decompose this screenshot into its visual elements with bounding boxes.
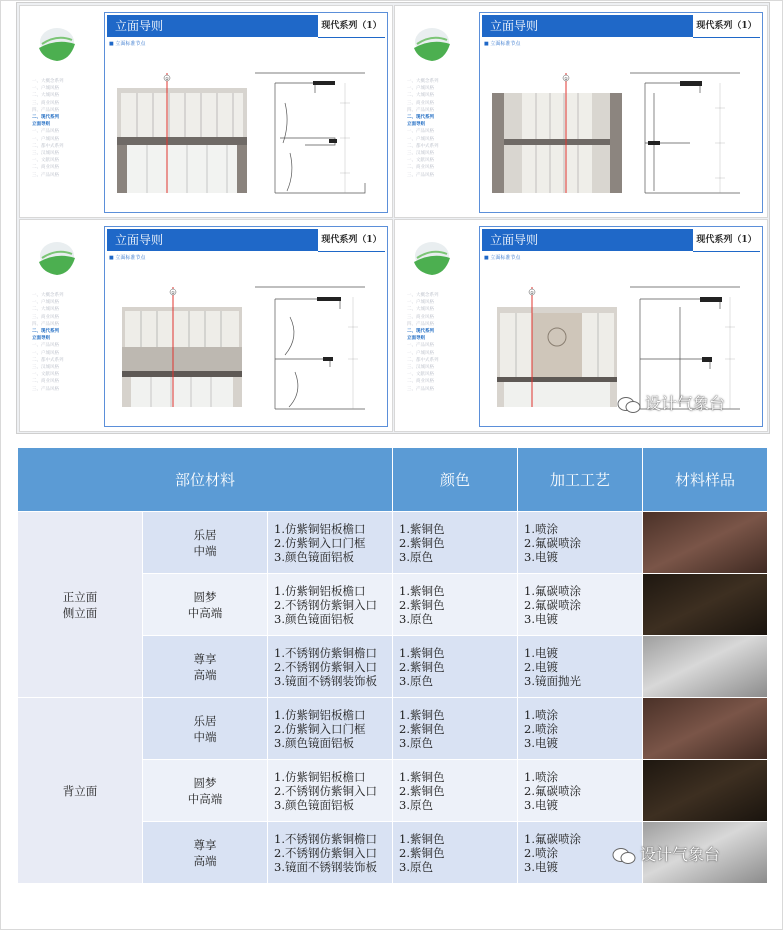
nav-item-active[interactable]: 二、现代系列	[32, 329, 59, 335]
elevation-drawing	[117, 73, 247, 193]
parts-cell	[268, 574, 393, 636]
sample-cell	[643, 760, 768, 822]
tier-cell	[143, 636, 268, 698]
tier-text: 尊享 高端	[193, 837, 217, 868]
copper-sample-image	[643, 512, 767, 573]
color-cell	[393, 512, 518, 574]
process-cell	[518, 698, 643, 760]
slide-title: 立面导则	[107, 229, 318, 251]
nav-item[interactable]: 二、大城风格	[32, 93, 59, 99]
nav-item[interactable]: 四、产品风格	[32, 321, 59, 327]
nav-item[interactable]: 三、产品风格	[407, 172, 434, 178]
slide-series: 现代系列（1）	[693, 15, 760, 38]
slide-subtitle-text: 立面标准节点	[115, 255, 146, 261]
slide-nav	[32, 292, 106, 393]
slide-subtitle: ■ 立面标准节点	[109, 255, 146, 261]
slide-subtitle: ■ 立面标准节点	[484, 255, 521, 261]
nav-item[interactable]: 二、大城风格	[407, 93, 434, 99]
nav-item[interactable]: 一、文献风格	[407, 372, 434, 378]
nav-item[interactable]: 三、汉城风格	[407, 365, 434, 371]
nav-item[interactable]: 二、都中式系列	[407, 143, 439, 149]
nav-item[interactable]: 二、商业风格	[407, 165, 434, 171]
parts-cell	[268, 760, 393, 822]
header-parts: 部位材料	[18, 448, 393, 512]
color-text: 1.紫铜色 2.紫铜色 3.原色	[399, 831, 445, 874]
nav-item-active[interactable]: 立面导则	[32, 336, 50, 342]
parts-text: 1.不锈钢仿紫铜檐口 2.不锈钢仿紫铜入口 3.镜面不锈钢装饰板	[274, 645, 377, 688]
slide-subtitle: ■ 立面标准节点	[484, 41, 521, 47]
slide-nav	[407, 78, 481, 179]
wechat-icon	[617, 396, 641, 414]
process-text: 1.氟碳喷涂 2.喷涂 3.电镀	[524, 831, 581, 874]
header-sample: 材料样品	[643, 448, 768, 512]
nav-item[interactable]: 一、户城风格	[407, 86, 434, 92]
color-cell	[393, 636, 518, 698]
tier-text: 圆梦 中高端	[187, 589, 223, 620]
nav-item[interactable]: 四、产品风格	[32, 107, 59, 113]
nav-item[interactable]: 一、大概念系列	[407, 293, 439, 298]
process-text: 1.喷涂 2.氟碳喷涂 3.电镀	[524, 521, 581, 564]
nav-item[interactable]: 一、文献风格	[407, 158, 434, 164]
nav-item[interactable]: 一、产品风格	[407, 343, 434, 349]
slide-panel	[479, 12, 763, 213]
nav-item[interactable]: 三、商业风格	[407, 314, 434, 320]
process-cell	[518, 636, 643, 698]
section-drawing	[245, 277, 375, 415]
nav-item[interactable]: 二、都中式系列	[32, 143, 64, 149]
parts-text: 1.仿紫铜铝板檐口 2.不锈钢仿紫铜入口 3.颜色镜面铝板	[274, 769, 377, 812]
steel-sample-image	[643, 636, 767, 697]
group-label-text: 背立面	[62, 783, 98, 798]
color-cell	[393, 698, 518, 760]
nav-item-active[interactable]: 二、现代系列	[407, 329, 434, 335]
header-color: 颜色	[393, 448, 518, 512]
nav-item[interactable]: 一、产品风格	[32, 129, 59, 135]
nav-item[interactable]: 一、文献风格	[32, 372, 59, 378]
materials-table	[17, 447, 768, 884]
tier-text: 尊享 高端	[193, 651, 217, 682]
bronze-sample-image	[643, 760, 767, 821]
nav-item[interactable]: 二、商业风格	[407, 379, 434, 385]
slide-nav	[32, 78, 106, 179]
color-text: 1.紫铜色 2.紫铜色 3.原色	[399, 707, 445, 750]
tier-cell	[143, 760, 268, 822]
nav-item[interactable]: 一、大概念系列	[407, 79, 439, 84]
axis-label: ①	[165, 76, 169, 81]
nav-item-active[interactable]: 二、现代系列	[407, 115, 434, 121]
parts-text: 1.仿紫铜铝板檐口 2.不锈钢仿紫铜入口 3.颜色镜面铝板	[274, 583, 377, 626]
parts-cell	[268, 512, 393, 574]
nav-item[interactable]: 四、产品风格	[407, 107, 434, 113]
nav-item[interactable]: 二、大城风格	[407, 307, 434, 313]
color-cell	[393, 822, 518, 884]
process-text: 1.喷涂 2.氟碳喷涂 3.电镀	[524, 769, 581, 812]
nav-item[interactable]: 二、大城风格	[32, 307, 59, 313]
slide-series: 现代系列（1）	[318, 15, 385, 38]
tier-text: 乐居 中端	[193, 713, 217, 744]
nav-item-active[interactable]: 立面导则	[407, 336, 425, 342]
slide-subtitle-text: 立面标准节点	[115, 41, 146, 47]
table-row	[18, 512, 768, 574]
slide-2	[394, 5, 768, 218]
color-text: 1.紫铜色 2.紫铜色 3.原色	[399, 769, 445, 812]
nav-item[interactable]: 一、文献风格	[32, 158, 59, 164]
parts-cell	[268, 636, 393, 698]
logo-icon	[409, 240, 455, 278]
axis-label: ①	[564, 76, 568, 81]
color-text: 1.紫铜色 2.紫铜色 3.原色	[399, 645, 445, 688]
slides-grid	[16, 2, 770, 434]
nav-item[interactable]: 一、产品风格	[407, 129, 434, 135]
parts-cell	[268, 822, 393, 884]
nav-item[interactable]: 一、户城风格	[407, 350, 434, 356]
watermark	[612, 842, 720, 865]
slide-title: 立面导则	[482, 15, 693, 37]
slide-series: 现代系列（1）	[318, 229, 385, 252]
nav-item[interactable]: 一、户城风格	[407, 300, 434, 306]
nav-item[interactable]: 四、产品风格	[407, 321, 434, 327]
process-text: 1.电镀 2.电镀 3.镜面抛光	[524, 645, 581, 688]
nav-item[interactable]: 一、户城风格	[32, 136, 59, 142]
nav-item[interactable]: 三、汉城风格	[407, 151, 434, 157]
slide-1	[19, 5, 393, 218]
axis-label: ①	[171, 290, 175, 295]
watermark	[617, 391, 725, 414]
watermark-text: 设计气象台	[645, 394, 726, 413]
axis-label: ①	[530, 290, 534, 295]
parts-text: 1.仿紫铜铝板檐口 2.仿紫铜入口门框 3.颜色镜面铝板	[274, 707, 366, 750]
tier-cell	[143, 822, 268, 884]
elevation-drawing	[492, 73, 622, 193]
parts-text: 1.不锈钢仿紫铜檐口 2.不锈钢仿紫铜入口 3.镜面不锈钢装饰板	[274, 831, 377, 874]
section-drawing	[245, 63, 375, 201]
sample-cell	[643, 574, 768, 636]
nav-item[interactable]: 一、户城风格	[32, 86, 59, 92]
nav-item-active[interactable]: 二、现代系列	[32, 115, 59, 121]
slide-title: 立面导则	[107, 15, 318, 37]
section-drawing	[620, 63, 750, 201]
tier-text: 圆梦 中高端	[187, 775, 223, 806]
slide-series: 现代系列（1）	[693, 229, 760, 252]
sample-cell	[643, 512, 768, 574]
nav-item[interactable]: 一、户城风格	[32, 350, 59, 356]
parts-cell	[268, 698, 393, 760]
nav-item[interactable]: 三、商业风格	[32, 100, 59, 106]
nav-item-active[interactable]: 立面导则	[407, 122, 425, 128]
tier-text: 乐居 中端	[193, 527, 217, 558]
slide-3	[19, 219, 393, 432]
sample-cell	[643, 636, 768, 698]
parts-text: 1.仿紫铜铝板檐口 2.仿紫铜入口门框 3.颜色镜面铝板	[274, 521, 366, 564]
slide-title: 立面导则	[482, 229, 693, 251]
nav-item[interactable]: 三、产品风格	[407, 386, 434, 392]
nav-item[interactable]: 三、商业风格	[407, 100, 434, 106]
slide-nav	[407, 292, 481, 393]
logo-icon	[34, 240, 80, 278]
slide-panel	[104, 12, 388, 213]
group-label-text: 正立面 侧立面	[62, 589, 98, 620]
wechat-icon	[612, 847, 636, 865]
tier-cell	[143, 574, 268, 636]
slide-subtitle: ■ 立面标准节点	[109, 41, 146, 47]
nav-item[interactable]: 一、户城风格	[32, 300, 59, 306]
slide-subtitle-text: 立面标准节点	[490, 41, 521, 47]
nav-item[interactable]: 一、大概念系列	[32, 293, 64, 298]
nav-item[interactable]: 三、产品风格	[32, 172, 59, 178]
header-process: 加工工艺	[518, 448, 643, 512]
nav-item[interactable]: 三、产品风格	[32, 386, 59, 392]
color-text: 1.紫铜色 2.紫铜色 3.原色	[399, 583, 445, 626]
color-cell	[393, 760, 518, 822]
nav-item[interactable]: 二、商业风格	[32, 379, 59, 385]
nav-item[interactable]: 三、商业风格	[32, 314, 59, 320]
nav-item[interactable]: 一、产品风格	[32, 343, 59, 349]
nav-item[interactable]: 一、户城风格	[407, 136, 434, 142]
process-text: 1.氟碳喷涂 2.氟碳喷涂 3.电镀	[524, 583, 581, 626]
logo-icon	[409, 26, 455, 64]
color-text: 1.紫铜色 2.紫铜色 3.原色	[399, 521, 445, 564]
watermark-text: 设计气象台	[640, 845, 721, 864]
group-label	[18, 698, 143, 884]
nav-item[interactable]: 二、商业风格	[32, 165, 59, 171]
nav-item[interactable]: 二、都中式系列	[32, 357, 64, 363]
tier-cell	[143, 512, 268, 574]
elevation-drawing	[117, 287, 247, 407]
sample-cell	[643, 698, 768, 760]
logo-icon	[34, 26, 80, 64]
nav-item[interactable]: 二、都中式系列	[407, 357, 439, 363]
process-text: 1.喷涂 2.喷涂 3.电镀	[524, 707, 558, 750]
elevation-drawing	[492, 287, 622, 407]
process-cell	[518, 574, 643, 636]
color-cell	[393, 574, 518, 636]
process-cell	[518, 512, 643, 574]
copper-sample-image	[643, 698, 767, 759]
tier-cell	[143, 698, 268, 760]
slide-subtitle-text: 立面标准节点	[490, 255, 521, 261]
table-row	[18, 698, 768, 760]
bronze-sample-image	[643, 574, 767, 635]
nav-item[interactable]: 三、汉城风格	[32, 365, 59, 371]
process-cell	[518, 760, 643, 822]
nav-item[interactable]: 三、汉城风格	[32, 151, 59, 157]
nav-item[interactable]: 一、大概念系列	[32, 79, 64, 84]
group-label	[18, 512, 143, 698]
nav-item-active[interactable]: 立面导则	[32, 122, 50, 128]
slide-panel	[104, 226, 388, 427]
